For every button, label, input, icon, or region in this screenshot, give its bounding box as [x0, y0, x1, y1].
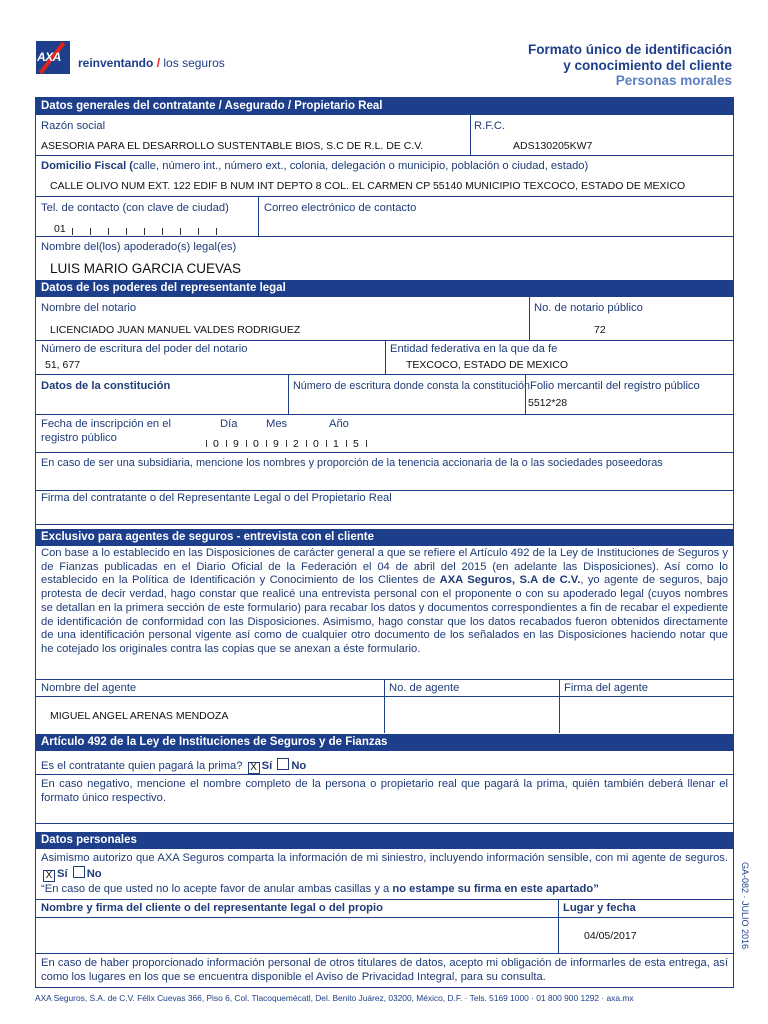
- section-general-bar: Datos generales del contratante / Asegurado / Propietario Real: [36, 98, 733, 115]
- num-notario-field[interactable]: 72: [594, 324, 606, 336]
- terceros-text: En caso de haber proporcionado información personal de otros titulares de datos, acepto mi obligación de informarles de esta entrega, así como los lugares en los que se encuentra disponible el Aviso de Privacidad Integral, para su consulta.: [41, 957, 728, 983]
- agente-field[interactable]: MIGUEL ANGEL ARENAS MENDOZA: [50, 710, 229, 722]
- section-agentes-bar: Exclusivo para agentes de seguros - entrevista con el cliente: [36, 529, 733, 546]
- si-checkbox[interactable]: X: [248, 762, 260, 774]
- logo-text: AXA: [37, 50, 61, 64]
- num-notario-label: No. de notario público: [534, 302, 643, 314]
- constitucion-label: Datos de la constitución: [41, 380, 171, 392]
- escritura-field[interactable]: 51, 677: [45, 359, 81, 371]
- fecha-digit-boxes[interactable]: [206, 440, 396, 449]
- no-label: No: [291, 760, 307, 772]
- section-datos-personales-bar: Datos personales: [36, 832, 733, 849]
- firma-cliente-label: Nombre y firma del cliente o del representante legal o del propio: [41, 902, 383, 914]
- fecha-digit: 0: [213, 438, 219, 450]
- autoriza-no-checkbox[interactable]: [73, 866, 85, 878]
- dia-label: Día: [220, 418, 238, 430]
- fecha-digit: 0: [253, 438, 259, 450]
- tagline: [78, 56, 225, 70]
- title-line-2: y conocimiento del cliente: [563, 58, 732, 73]
- domicilio-label: [41, 160, 588, 172]
- escritura-constitucion-label: Número de escritura donde consta la constitución: [293, 380, 531, 392]
- autoriza-si-checkbox[interactable]: X: [43, 870, 55, 882]
- pago-prima-question: [41, 758, 306, 774]
- razon-social-field[interactable]: ASESORIA PARA EL DESARROLLO SUSTENTABLE BIOS, S.C DE R.L. DE C.V.: [41, 140, 424, 152]
- tagline-slash: /: [156, 56, 161, 70]
- autoriza-label: Asimismo autorizo que AXA Seguros comparta la información de mi siniestro, incluyendo información sensible, con mi agente de seguros.: [41, 852, 728, 864]
- fecha-digit: 5: [353, 438, 359, 450]
- fecha-digit: 1: [333, 438, 339, 450]
- agentes-paragraph: Con base a lo establecido en las Disposiciones de carácter general a que se refiere el Artículo 492 de la Ley de Instituciones de Seguros y de Fianzas publicadas en el Diario Oficial de la Federación el 04 de abril del 2015 (en adelante las Disposiciones). Así como lo establecido en la Política de Identificación y Conocimiento de los Clientes de AXA Seguros, S.A de C.V., yo agente de seguros, bajo protesta de decir verdad, hago constar que realicé una entrevista personal con el proponente o con su apoderado legal (cuyos nombres se detallan en la primera sección de este formulario) para recabar los datos y documentos correspondientes a fin de recabar el expediente de identificación de conformidad con las Disposiciones. Asimismo, hago constar que los datos recabados fueron obtenidos directamente de una identificación personal vigente así como de cualquier otro documento de los señalados en las Disposiciones haciendo notar que he cotejado los originales contra las copias que se anexan a éste formulario.: [41, 547, 728, 655]
- telefono-label: Tel. de contacto (con clave de ciudad): [41, 202, 229, 214]
- fecha-inscripcion-label-1: Fecha de inscripción en el: [41, 418, 171, 430]
- anio-label: Año: [329, 418, 349, 430]
- pago-prima-label: Es el contratante quien pagará la prima?: [41, 760, 243, 772]
- firma-contratante-label: Firma del contratante o del Representante Legal o del Propietario Real: [41, 492, 392, 504]
- notario-label: Nombre del notario: [41, 302, 137, 314]
- subtitle: Personas morales: [615, 73, 732, 88]
- aviso-text: “En caso de que usted no lo acepte favor de anular ambas casillas y a no estampe su firma en este apartado”: [41, 883, 599, 895]
- autoriza-no-label: No: [86, 867, 102, 880]
- razon-social-label: Razón social: [41, 120, 106, 132]
- lugar-fecha-label: Lugar y fecha: [563, 902, 636, 914]
- escritura-label: Número de escritura del poder del notario: [41, 343, 248, 355]
- agente-label: Nombre del agente: [41, 682, 137, 694]
- telefono-field[interactable]: 01: [54, 223, 66, 235]
- lugar-fecha-field[interactable]: 04/05/2017: [584, 930, 637, 942]
- section-articulo-bar: Artículo 492 de la Ley de Instituciones de Seguros y de Fianzas: [36, 734, 733, 751]
- correo-label: Correo electrónico de contacto: [264, 202, 417, 214]
- domicilio-label-bold: Domicilio Fiscal (: [41, 160, 134, 172]
- domicilio-label-rest: calle, número int., número ext., colonia, delegación o municipio, población o ciudad, estado): [133, 160, 589, 172]
- subsidiaria-label: En caso de ser una subsidiaria, mencione los nombres y proporción de la tenencia accionaria de la o las sociedades poseedoras: [41, 457, 663, 469]
- fecha-digit: 0: [313, 438, 319, 450]
- num-agente-label: No. de agente: [389, 682, 460, 694]
- negativo-text: En caso negativo, mencione el nombre completo de la persona o propietario real que pagará la prima, quién también deberá llenar el formato único respectivo.: [41, 778, 728, 804]
- domicilio-field[interactable]: CALLE OLIVO NUM EXT. 122 EDIF B NUM INT DEPTO 8 COL. EL CARMEN CP 55140 MUNICIPIO TEXCOCO, ESTADO DE MEXICO: [50, 180, 686, 192]
- section-poderes-bar: Datos de los poderes del representante legal: [36, 280, 733, 297]
- folio-field[interactable]: 5512*28: [528, 397, 568, 409]
- tagline-rest: los seguros: [163, 56, 225, 70]
- rfc-field[interactable]: ADS130205KW7: [513, 140, 593, 152]
- footer: AXA Seguros, S.A. de C.V. Félix Cuevas 366, Piso 6, Col. Tlacoquemécatl, Del. Benito Juárez, 03200, México, D.F. · Tels. 5169 1000 · 01 800 900 1292 · axa.mx: [35, 993, 634, 1003]
- form: [35, 97, 734, 988]
- fecha-inscripcion-label-2: registro público: [41, 432, 117, 444]
- fecha-digit: 2: [293, 438, 299, 450]
- title-line-1: Formato único de identificación: [527, 42, 732, 57]
- firma-agente-label: Firma del agente: [564, 682, 648, 694]
- fecha-digit: 9: [273, 438, 279, 450]
- notario-field[interactable]: LICENCIADO JUAN MANUEL VALDES RODRIGUEZ: [50, 324, 301, 336]
- apoderado-field[interactable]: LUIS MARIO GARCIA CUEVAS: [50, 261, 242, 276]
- si-label: Sí: [261, 760, 273, 772]
- rfc-label: R.F.C.: [474, 120, 506, 132]
- autoriza-si-label: Sí: [57, 867, 68, 880]
- axa-logo: [36, 41, 70, 74]
- no-checkbox[interactable]: [277, 758, 289, 770]
- folio-label: Folio mercantil del registro público: [530, 380, 700, 392]
- fecha-digit: 9: [233, 438, 239, 450]
- tagline-bold: reinventando: [78, 56, 154, 70]
- entidad-label: Entidad federativa en la que da fe: [390, 343, 558, 355]
- entidad-field[interactable]: TEXCOCO, ESTADO DE MEXICO: [406, 359, 568, 371]
- apoderado-label: Nombre del(los) apoderado(s) legal(es): [41, 241, 237, 253]
- form-code: GA-082 · JULIO 2016: [740, 862, 750, 950]
- autoriza-text: [41, 852, 728, 882]
- mes-label: Mes: [266, 418, 288, 430]
